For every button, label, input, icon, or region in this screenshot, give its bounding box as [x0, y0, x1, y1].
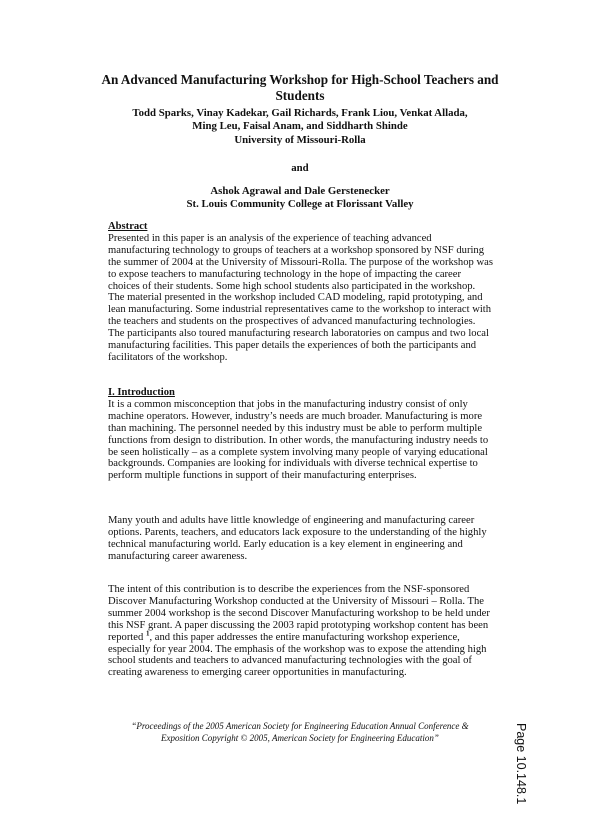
- introduction-paragraph-1: It is a common misconception that jobs in the manufacturing industry consist of only machine operators. However, industry’s needs are much broader. Manufacturing is more than machining. The personnel needed by this industry must be able to perform multiple functions from design to distribution. In other words, the manufacturing industry needs to be seen holistically – as a complete system involving many people of varying educational backgrounds. Companies are looking for individuals with diverse technical expertise to perform multiple functions in support of their manufacturing enterprises.: [108, 398, 489, 482]
- introduction-paragraph-2: Many youth and adults have little knowledge of engineering and manufacturing career options. Parents, teachers, and educators lack exposure to the understanding of the highly technical manufacturing world. Early education is a key element in engineering and manufacturing career awareness.: [108, 515, 487, 562]
- conjunction: and: [291, 162, 309, 174]
- authors-line-1: Todd Sparks, Vinay Kadekar, Gail Richards, Frank Liou, Venkat Allada,: [132, 107, 468, 119]
- proceedings-footer: [100, 721, 500, 744]
- affiliation-1: University of Missouri-Rolla: [234, 133, 366, 146]
- paragraph-3-text-b: , and this paper addresses the entire manufacturing workshop experience, especially for year 2004. The emphasis of the workshop was to expose the attending high school students and teachers to advanced manufacturing technologies with the goal of creating awareness to emerging career opportunities in manufacturing.: [108, 631, 487, 679]
- page-number-stamp: Page 10.148.1: [514, 723, 528, 805]
- paragraph-3-text-a: The intent of this contribution is to describe the experiences from the NSF-sponsored Discover Manufacturing Workshop conducted at the University of Missouri – Rolla. The summer 2004 workshop is the second Discover Manufacturing workshop to be held under this NSF grant. A paper discussing the 2003 rapid prototyping workshop content has been reported: [108, 584, 490, 643]
- author-block-1: [80, 107, 520, 147]
- abstract-section: [108, 221, 493, 364]
- footer-line-1: “Proceedings of the 2005 American Society for Engineering Education Annual Conference &: [131, 721, 469, 731]
- paper-title: An Advanced Manufacturing Workshop for High-School Teachers and Students: [101, 72, 499, 103]
- authors-line-2: Ming Leu, Faisal Anam, and Siddharth Shinde: [192, 120, 408, 133]
- affiliation-2: St. Louis Community College at Florissant Valley: [186, 198, 414, 211]
- authors-2: Ashok Agrawal and Dale Gerstenecker: [210, 185, 390, 197]
- introduction-paragraph-3: [108, 584, 493, 679]
- author-block-2: [80, 185, 520, 212]
- footer-line-2: Exposition Copyright © 2005, American Society for Engineering Education”: [161, 732, 439, 743]
- abstract-text: Presented in this paper is an analysis of the experience of teaching advanced manufacturing technology to groups of teachers at a workshop sponsored by NSF during the summer of 2004 at the University of Missouri-Rolla. The purpose of the workshop was to expose teachers to manufacturing technology in the hope of impacting the career choices of their students. Some high school students also participated in the workshop. The material presented in the workshop included CAD modeling, rapid prototyping, and lean manufacturing. Some industrial representatives came to the workshop to interact with the teachers and students on the prospectives of advanced manufacturing technologies. The participants also toured manufacturing research laboratories on campus and two local manufacturing facilities. This paper details the experiences of both the participants and facilitators of the workshop.: [108, 232, 493, 363]
- citation-ref-1: 1: [145, 629, 150, 638]
- introduction-heading: I. Introduction: [108, 387, 175, 398]
- abstract-heading: Abstract: [108, 221, 148, 232]
- introduction-section: [108, 387, 493, 482]
